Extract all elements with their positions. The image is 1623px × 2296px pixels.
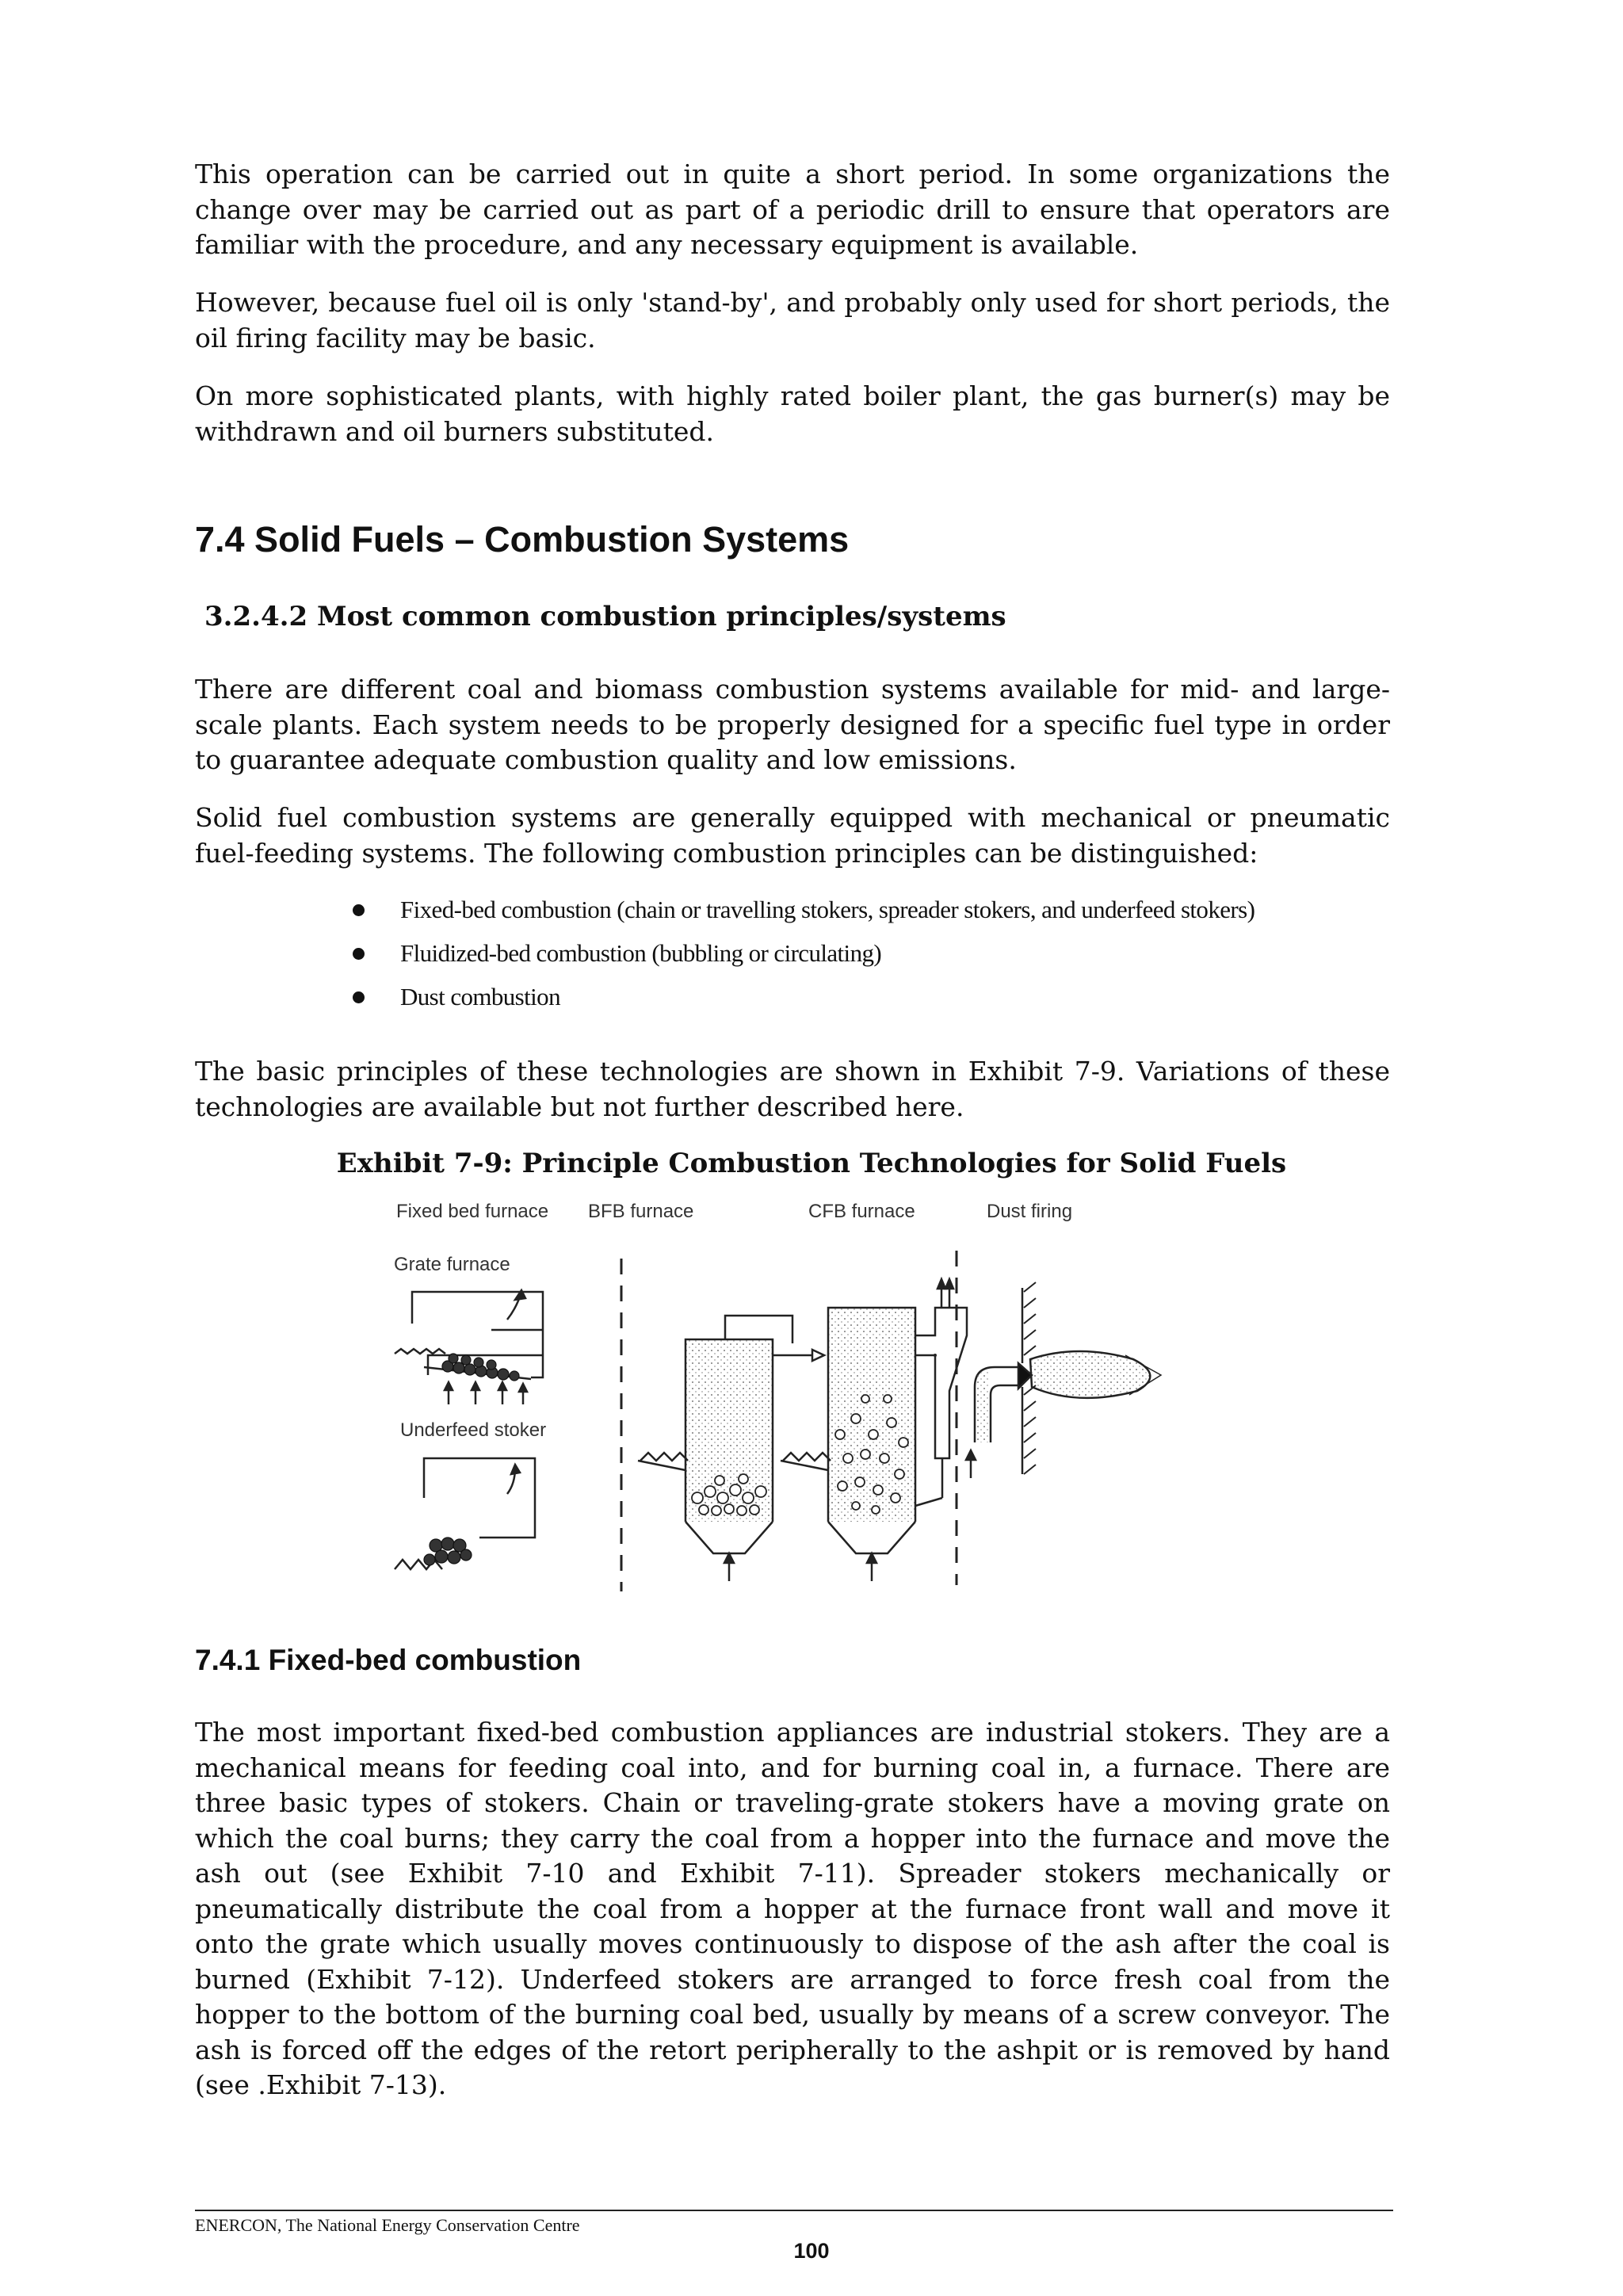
paragraph-basic-principles: The basic principles of these technologies are shown in Exhibit 7-9. Variations of these technologies are available but not further described here. <box>195 1056 1390 1122</box>
label-dust-firing: Dust firing <box>987 1201 1073 1222</box>
page-number: 100 <box>793 2239 830 2263</box>
label-fixed-bed-furnace: Fixed bed furnace <box>396 1201 549 1222</box>
label-underfeed-stoker: Underfeed stoker <box>400 1419 547 1441</box>
subsubsection-heading: 3.2.4.2 Most common combustion principles/systems <box>204 601 1006 632</box>
footer-organization: ENERCON, The National Energy Conservation Centre <box>195 2215 580 2235</box>
list-item: Fixed-bed combustion (chain or travelling stokers, spreader stokers, and underfeed stokers) <box>341 894 1355 926</box>
section-heading: 7.4 Solid Fuels – Combustion Systems <box>195 519 850 560</box>
paragraph-combustion-systems: There are different coal and biomass combustion systems available for mid- and large-scale plants. Each system needs to be properly designed for a specific fuel type in order to guarantee adequate combustion quality and low emissions. <box>195 674 1390 775</box>
footer-divider <box>195 2210 1393 2211</box>
combustion-diagram <box>380 1197 1244 1593</box>
combustion-principles-list <box>341 894 1355 1025</box>
paragraph-standby-oil: However, because fuel oil is only 'stand-by', and probably only used for short periods, the oil firing facility may be basic. <box>195 287 1390 353</box>
list-item: Dust combustion <box>341 981 1355 1013</box>
figure-caption: Exhibit 7-9: Principle Combustion Technologies for Solid Fuels <box>336 1148 1287 1179</box>
bullet-icon <box>353 948 365 960</box>
list-item: Fluidized-bed combustion (bubbling or circulating) <box>341 938 1355 969</box>
bullet-icon <box>353 904 365 916</box>
combustion-technologies-figure <box>380 1197 1244 1593</box>
grate-furnace-drawing <box>395 1290 543 1404</box>
subsection-heading: 7.4.1 Fixed-bed combustion <box>195 1644 582 1676</box>
bullet-icon <box>353 991 365 1003</box>
paragraph-fuel-feeding: Solid fuel combustion systems are generally equipped with mechanical or pneumatic fuel-feeding systems. The following combustion principles can be distinguished: <box>195 802 1390 869</box>
paragraph-changeover: This operation can be carried out in quite a short period. In some organizations the change over may be carried out as part of a periodic drill to ensure that operators are familiar with the procedure, and any necessary equipment is available. <box>195 159 1390 260</box>
label-bfb-furnace: BFB furnace <box>588 1201 694 1222</box>
paragraph-fixed-bed: The most important fixed-bed combustion appliances are industrial stokers. They are a mechanical means for feeding coal into, and for burning coal in, a furnace. There are three basic types of stokers. Chain or traveling-grate stokers have a moving grate on which the coal burns; they carry the coal from a hopper into the furnace and move the ash out (see Exhibit 7-10 and Exhibit 7-11). Spreader stokers mechanically or pneumatically distribute the coal from a hopper at the furnace front wall and move it onto the grate which usually moves continuously to dispose of the ash after the coal is burned (Exhibit 7-12). Underfeed stokers are arranged to force fresh coal from the hopper to the bottom of the burning coal bed, usually by means of a screw conveyor. The ash is forced off the edges of the retort peripherally to the ashpit or is removed by hand (see .Exhibit 7-13). <box>195 1717 1390 2100</box>
bfb-furnace-drawing <box>638 1316 824 1581</box>
cfb-furnace-drawing <box>781 1279 967 1581</box>
label-cfb-furnace: CFB furnace <box>808 1201 915 1222</box>
underfeed-stoker-drawing <box>395 1458 535 1569</box>
paragraph-sophisticated-plants: On more sophisticated plants, with highly rated boiler plant, the gas burner(s) may be withdrawn and oil burners substituted. <box>195 380 1390 447</box>
label-grate-furnace: Grate furnace <box>394 1254 510 1275</box>
